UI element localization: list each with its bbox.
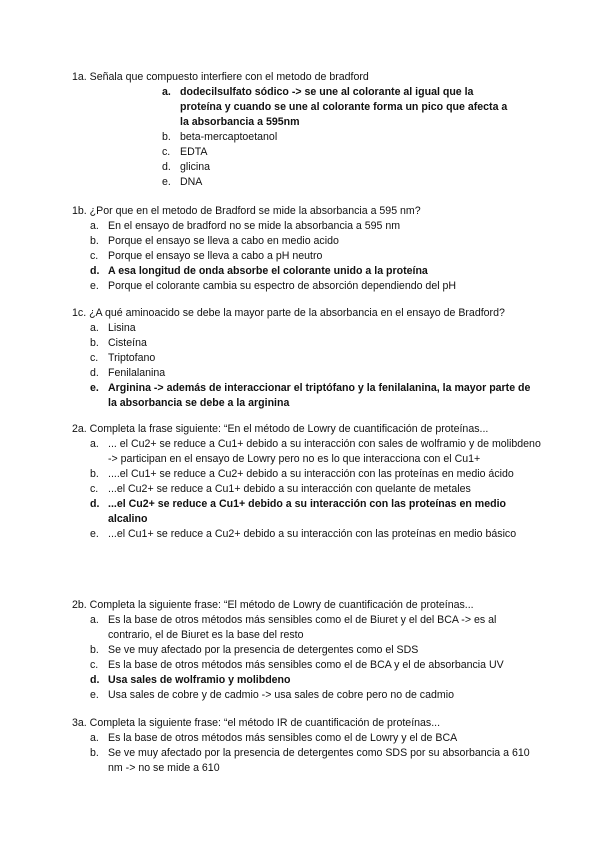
option-label: e.	[162, 176, 171, 188]
answer-option	[72, 658, 542, 673]
option-label: e.	[90, 689, 99, 701]
option-label: c.	[90, 483, 99, 495]
answer-list	[72, 437, 542, 542]
option-text: En el ensayo de bradford no se mide la absorbancia a 595 nm	[108, 220, 401, 232]
answer-option	[72, 467, 542, 482]
answer-list	[72, 613, 542, 703]
option-text: Porque el ensayo se lleva a cabo en medio acido	[108, 235, 339, 247]
answer-option	[72, 321, 542, 336]
question-3a	[72, 716, 542, 776]
option-label: c.	[90, 250, 99, 262]
option-text: Se ve muy afectado por la presencia de detergentes como el SDS	[108, 644, 419, 656]
option-text: beta-mercaptoetanol	[180, 131, 278, 143]
option-label: a.	[90, 614, 99, 626]
answer-option	[72, 175, 542, 190]
answer-option	[72, 234, 542, 249]
answer-option	[72, 643, 542, 658]
option-label: b.	[90, 644, 99, 656]
question-title: 2b. Completa la siguiente frase: “El método de Lowry de cuantificación de proteínas...	[72, 599, 474, 611]
option-text: Usa sales de cobre y de cadmio -> usa sales de cobre pero no de cadmio	[108, 689, 454, 701]
option-label: c.	[90, 659, 99, 671]
option-text: Porque el ensayo se lleva a cabo a pH neutro	[108, 250, 323, 262]
option-text: ...el Cu1+ se reduce a Cu2+ debido a su interacción con las proteínas en medio básico	[108, 528, 517, 540]
option-text: Es la base de otros métodos más sensibles como el de Lowry y el de BCA	[108, 732, 458, 744]
answer-option	[72, 731, 542, 746]
question-1a	[72, 70, 542, 190]
option-text: ...el Cu2+ se reduce a Cu1+ debido a su interacción con las proteínas en medio alcalino	[108, 498, 506, 525]
option-text: Porque el colorante cambia su espectro de absorción dependiendo del pH	[108, 280, 457, 292]
question-title: 2a. Completa la frase siguiente: “En el método de Lowry de cuantificación de proteínas...	[72, 423, 489, 435]
option-text: A esa longitud de onda absorbe el colorante unido a la proteína	[108, 265, 428, 277]
option-label: d.	[162, 161, 171, 173]
option-text: Es la base de otros métodos más sensibles como el de Biuret y el del BCA -> es al contrario, el de Biuret es la base del resto	[108, 614, 497, 641]
answer-option	[72, 381, 542, 411]
question-title: 3a. Completa la siguiente frase: “el método IR de cuantificación de proteínas...	[72, 717, 441, 729]
answer-option	[72, 249, 542, 264]
question-title: 1b. ¿Por que en el metodo de Bradford se mide la absorbancia a 595 nm?	[72, 205, 421, 217]
option-text: DNA	[180, 176, 203, 188]
answer-option	[72, 85, 512, 130]
answer-option	[72, 145, 542, 160]
option-label: a.	[162, 86, 171, 98]
option-text: EDTA	[180, 146, 208, 158]
question-title: 1a. Señala que compuesto interfiere con el metodo de bradford	[72, 71, 369, 83]
answer-option	[72, 527, 542, 542]
option-text: ....el Cu1+ se reduce a Cu2+ debido a su interacción con las proteínas en medio ácido	[108, 468, 514, 480]
question-1b	[72, 204, 542, 294]
answer-option	[72, 437, 542, 467]
option-label: c.	[162, 146, 171, 158]
answer-option	[72, 613, 542, 643]
answer-list	[72, 321, 542, 411]
option-label: c.	[90, 352, 99, 364]
answer-option	[72, 264, 542, 279]
answer-option	[72, 673, 542, 688]
option-label: e.	[90, 382, 99, 394]
option-label: b.	[90, 747, 99, 759]
option-label: d.	[90, 265, 100, 277]
option-label: e.	[90, 528, 99, 540]
option-text: Se ve muy afectado por la presencia de detergentes como SDS por su absorbancia a 610 nm -> no se mide a 610	[108, 747, 530, 774]
answer-option	[72, 279, 542, 294]
option-label: e.	[90, 280, 99, 292]
option-text: Cisteína	[108, 337, 147, 349]
option-label: b.	[90, 468, 99, 480]
answer-option	[72, 160, 542, 175]
option-label: d.	[90, 674, 100, 686]
answer-option	[72, 746, 542, 776]
option-text: ...el Cu2+ se reduce a Cu1+ debido a su interacción con quelante de metales	[108, 483, 471, 495]
option-text: Es la base de otros métodos más sensibles como el de BCA y el de absorbancia UV	[108, 659, 504, 671]
option-text: Triptofano	[108, 352, 156, 364]
question-1c	[72, 306, 542, 411]
option-text: Arginina -> además de interaccionar el triptófano y la fenilalanina, la mayor parte de la absorbancia se debe a la arginina	[108, 382, 531, 409]
option-text: dodecilsulfato sódico -> se une al colorante al igual que la proteína y cuando se une al colorante forma un pico que afecta a la absorbancia a 595nm	[180, 86, 508, 128]
question-title: 1c. ¿A qué aminoacido se debe la mayor parte de la absorbancia en el ensayo de Bradford?	[72, 307, 505, 319]
answer-option	[72, 219, 542, 234]
option-text: Lisina	[108, 322, 136, 334]
answer-option	[72, 366, 542, 381]
option-label: b.	[90, 235, 99, 247]
answer-list	[72, 85, 542, 190]
option-label: d.	[90, 367, 99, 379]
answer-option	[72, 130, 542, 145]
answer-list	[72, 731, 542, 776]
option-text: glicina	[180, 161, 211, 173]
answer-option	[72, 336, 542, 351]
option-text: Fenilalanina	[108, 367, 166, 379]
option-label: b.	[90, 337, 99, 349]
option-label: a.	[90, 732, 99, 744]
question-2b	[72, 598, 542, 703]
option-label: a.	[90, 322, 99, 334]
option-label: a.	[90, 438, 99, 450]
option-label: a.	[90, 220, 99, 232]
answer-option	[72, 351, 542, 366]
answer-option	[72, 497, 542, 527]
option-label: b.	[162, 131, 171, 143]
question-2a	[72, 422, 542, 542]
option-label: d.	[90, 498, 100, 510]
answer-list	[72, 219, 542, 294]
option-text: ... el Cu2+ se reduce a Cu1+ debido a su interacción con sales de wolframio y de molibdeno -> participan en el ensayo de Lowry pero no es lo que interacciona con el Cu1+	[108, 438, 541, 465]
answer-option	[72, 688, 542, 703]
answer-option	[72, 482, 542, 497]
option-text: Usa sales de wolframio y molibdeno	[108, 674, 291, 686]
